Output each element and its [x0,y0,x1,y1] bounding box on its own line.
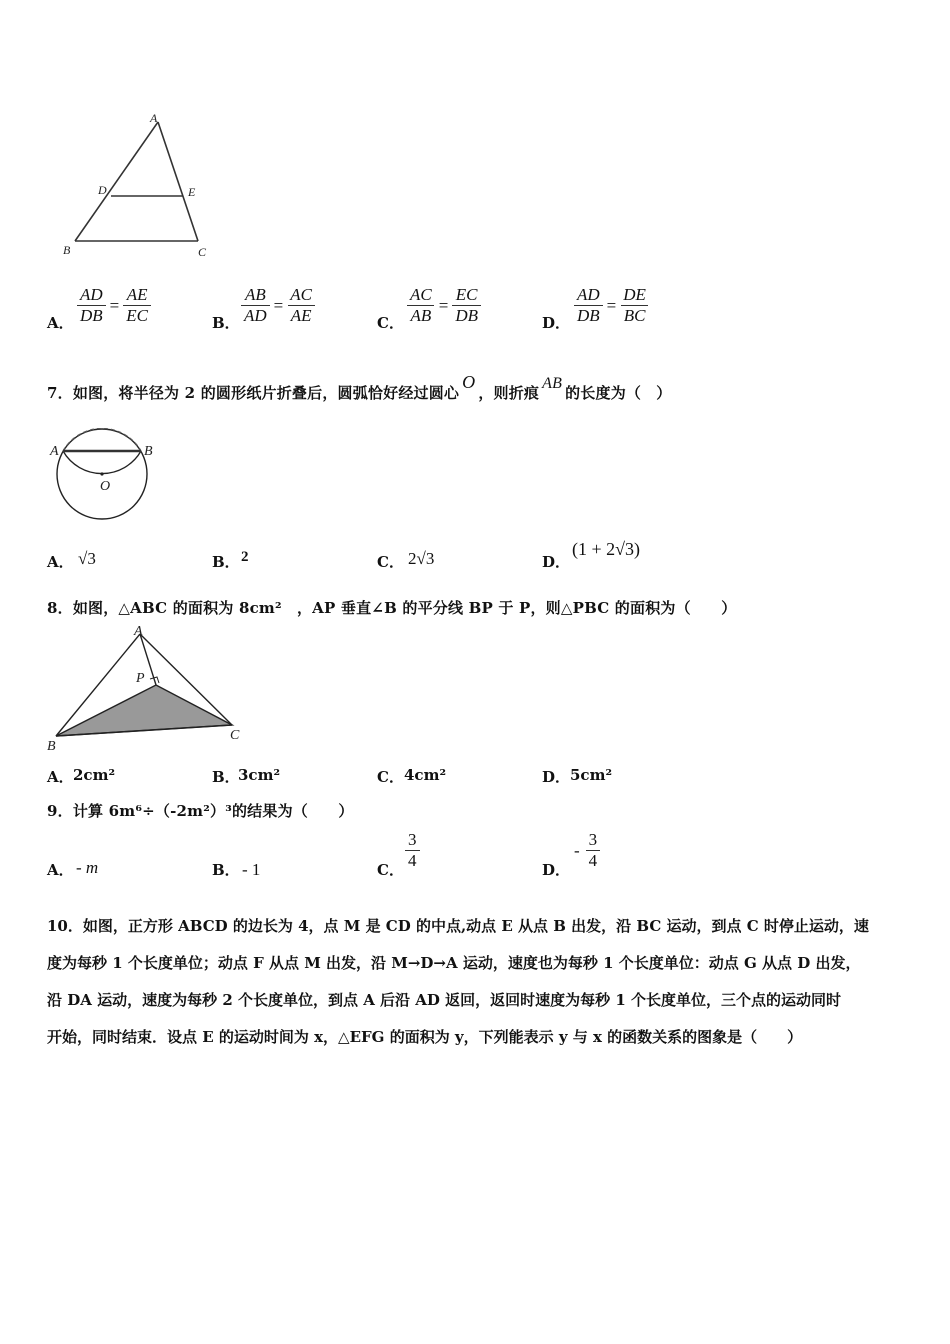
q7-option-c-value: 2√3 [408,549,435,568]
equals-sign: = [109,295,120,315]
q9-option-c-fraction [405,830,420,871]
fraction-numerator: EC [455,285,478,304]
q7-option-c-label: C． [377,553,404,571]
q6-option-c-label: C． [377,314,404,332]
q7-option-d-value: (1 + 2√3) [572,539,641,559]
q7-option-a-value: √3 [78,549,96,568]
q8-question-text: 8．如图，△ABC 的面积为 8cm² ，AP 垂直∠B 的平分线 BP 于 P，则△PBC 的面积为（ ） [47,599,737,617]
fraction-numerator: AD [577,285,600,304]
fraction-denominator: AB [407,305,434,326]
fraction-denominator: 4 [405,850,420,871]
q7-option-b-label: B． [212,553,240,571]
q9-option-a-value: - m [76,858,99,877]
q6-triangle-figure [55,108,225,266]
q8-triangle-figure [44,626,254,756]
fraction-numerator: AC [410,285,432,304]
q8-label-b: B [47,739,56,754]
q7-var-o: O [462,372,476,392]
q9-option-b-label: B． [212,861,240,879]
q8-label-a: A [134,626,143,639]
q6-option-d-expression [574,285,649,326]
q8-label-p: P [136,671,145,686]
q8-option-d-value: 5cm² [570,766,613,784]
q7-var-ab: AB [542,375,563,392]
q6-option-a-expression [77,285,151,326]
fraction-numerator: DE [623,285,646,304]
q7-option-a-label: A． [47,553,74,571]
equals-sign: = [438,295,449,315]
q9-option-a-label: A． [47,861,74,879]
q7-question-text [47,372,672,403]
q7-circle-figure [46,428,166,528]
q10-line-4: 开始，同时结束．设点 E 的运动时间为 x，△EFG 的面积为 y，下列能表示 y 与 x 的函数关系的图象是（ ） [47,1028,803,1046]
q6-option-b-expression [241,285,315,326]
q9-question-text: 9．计算 6m⁶÷（-2m²）³的结果为（ ） [47,802,354,820]
q10-paragraph [47,908,907,1056]
fraction-denominator: BC [621,305,649,326]
fraction-numerator: 3 [588,830,598,849]
fraction-numerator: 3 [408,830,417,849]
q9-option-b-value: - 1 [242,860,261,879]
fraction-numerator: AD [80,285,103,304]
q6-label-d: D [98,183,107,197]
q6-label-e: E [188,185,196,199]
fraction-denominator: DB [77,305,106,326]
q10-line-1: 10．如图，正方形 ABCD 的边长为 4，点 M 是 CD 的中点,动点 E 从点 B 出发，沿 BC 运动，到点 C 时停止运动，速 [47,917,869,935]
q7-text-part1: 7．如图，将半径为 2 的圆形纸片折叠后，圆弧恰好经过圆心 [47,384,460,402]
q7-option-b-value: 2 [241,549,249,565]
q8-option-a-value: 2cm² [73,766,116,784]
q7-label-a: A [50,444,59,459]
fraction-denominator: EC [123,305,151,326]
q8-option-b-label: B． [212,768,240,786]
equals-sign: = [273,295,284,315]
q10-line-3: 沿 DA 运动，速度为每秒 2 个长度单位，到点 A 后沿 AD 返回，返回时速度为每秒 1 个长度单位，三个点的运动同时 [47,991,842,1009]
q7-option-d-label: D． [542,553,571,571]
fraction-numerator: AC [290,285,312,304]
q9-option-c-label: C． [377,861,404,879]
q9-option-d-label: D． [542,861,571,879]
q6-label-a: A [150,111,158,125]
equals-sign: = [606,295,617,315]
q8-option-c-label: C． [377,768,404,786]
q8-option-d-label: D． [542,768,571,786]
q6-option-c-expression [407,285,481,326]
q7-text-part2: ，则折痕 [478,384,540,402]
fraction-denominator: AD [241,305,270,326]
q8-option-c-value: 4cm² [404,766,447,784]
q7-label-b: B [144,444,153,459]
q6-option-d-label: D． [542,314,571,332]
fraction-denominator: DB [452,305,481,326]
q6-label-c: C [198,245,207,259]
fraction-numerator: AE [126,285,148,304]
q7-text-part3: 的长度为（ ） [565,384,672,402]
q8-label-c: C [230,728,240,743]
q8-option-b-value: 3cm² [238,766,281,784]
q6-option-a-label: A． [47,314,74,332]
q8-option-a-label: A． [47,768,74,786]
q7-label-o: O [100,479,111,494]
fraction-denominator: AE [288,305,315,326]
minus-sign: - [574,840,580,860]
fraction-denominator: DB [574,305,603,326]
fraction-denominator: 4 [586,850,601,871]
q6-label-b: B [63,243,71,257]
q6-option-b-label: B． [212,314,240,332]
q10-line-2: 度为每秒 1 个长度单位；动点 F 从点 M 出发，沿 M→D→A 运动，速度也为每秒 1 个长度单位：动点 G 从点 D 出发， [47,954,861,972]
fraction-numerator: AB [244,285,266,304]
q9-option-d-fraction [574,830,600,871]
